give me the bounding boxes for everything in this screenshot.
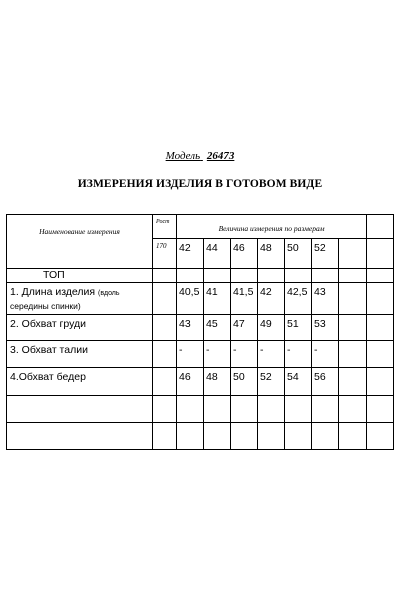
value-cell: 53 (312, 315, 339, 341)
empty-cell (258, 423, 285, 450)
empty-cell (367, 239, 394, 269)
empty-cell (339, 315, 367, 341)
model-line (0, 150, 400, 162)
empty-cell (153, 341, 177, 368)
value-cell: 45 (204, 315, 231, 341)
empty-cell (367, 423, 394, 450)
empty-cell (153, 368, 177, 396)
empty-cell (204, 396, 231, 423)
value-cell: - (204, 341, 231, 368)
value-cell: 43 (177, 315, 204, 341)
empty-row (7, 423, 394, 450)
size-48: 48 (258, 239, 285, 269)
empty-cell (204, 423, 231, 450)
empty-cell (177, 423, 204, 450)
empty-cell (367, 368, 394, 396)
value-cell: 46 (177, 368, 204, 396)
empty-cell (312, 269, 339, 283)
row-name: 3. Обхват талии (7, 341, 153, 368)
empty-row (7, 396, 394, 423)
value-cell: 47 (231, 315, 258, 341)
value-cell: 40,5 (177, 283, 204, 315)
model-number: 26473 (206, 150, 235, 162)
value-cell: 41,5 (231, 283, 258, 315)
empty-cell (339, 341, 367, 368)
size-42: 42 (177, 239, 204, 269)
empty-cell (258, 269, 285, 283)
height-value: 170 (153, 239, 177, 269)
table-row (7, 283, 394, 315)
empty-cell (204, 269, 231, 283)
value-cell: 54 (285, 368, 312, 396)
row-name: 2. Обхват груди (7, 315, 153, 341)
empty-cell (367, 215, 394, 239)
empty-cell (7, 423, 153, 450)
value-cell: - (177, 341, 204, 368)
empty-cell (285, 423, 312, 450)
empty-cell (285, 396, 312, 423)
row-name (7, 283, 153, 315)
empty-cell (339, 423, 367, 450)
table-row (7, 341, 394, 368)
size-44: 44 (204, 239, 231, 269)
value-cell: - (258, 341, 285, 368)
empty-cell (339, 239, 367, 269)
document-title: ИЗМЕРЕНИЯ ИЗДЕЛИЯ В ГОТОВОМ ВИДЕ (77, 178, 323, 190)
header-row (7, 215, 394, 239)
value-cell: 42,5 (285, 283, 312, 315)
value-cell: 41 (204, 283, 231, 315)
measurements-table (6, 214, 394, 450)
value-cell: 50 (231, 368, 258, 396)
empty-cell (339, 396, 367, 423)
empty-cell (367, 315, 394, 341)
value-cell: 48 (204, 368, 231, 396)
empty-cell (177, 396, 204, 423)
size-50: 50 (285, 239, 312, 269)
empty-cell (153, 269, 177, 283)
model-label: Модель (165, 150, 201, 162)
empty-cell (153, 423, 177, 450)
value-cell: 56 (312, 368, 339, 396)
table-row (7, 368, 394, 396)
empty-cell (339, 269, 367, 283)
value-cell: 49 (258, 315, 285, 341)
value-cell: - (312, 341, 339, 368)
empty-cell (339, 368, 367, 396)
value-cell: - (285, 341, 312, 368)
empty-cell (231, 396, 258, 423)
empty-cell (153, 396, 177, 423)
section-label: ТОП (7, 269, 153, 283)
empty-cell (153, 315, 177, 341)
empty-cell (7, 396, 153, 423)
table-row (7, 315, 394, 341)
empty-cell (231, 269, 258, 283)
section-row (7, 269, 394, 283)
size-52: 52 (312, 239, 339, 269)
row-name-text: 1. Длина изделия (10, 286, 96, 298)
empty-cell (153, 283, 177, 315)
empty-cell (258, 396, 285, 423)
empty-cell (177, 269, 204, 283)
empty-cell (312, 396, 339, 423)
size-46: 46 (231, 239, 258, 269)
column-header-height: Рост (153, 215, 177, 239)
row-note-text: вдоль (100, 290, 120, 297)
empty-cell (367, 341, 394, 368)
row-note-text-2: середины спинки) (10, 301, 81, 311)
value-cell: 42 (258, 283, 285, 315)
value-cell: 43 (312, 283, 339, 315)
column-header-size-group: Величина измерения по размерам (177, 215, 367, 239)
empty-cell (231, 423, 258, 450)
empty-cell (367, 269, 394, 283)
empty-cell (367, 283, 394, 315)
value-cell: - (231, 341, 258, 368)
empty-cell (312, 423, 339, 450)
value-cell: 52 (258, 368, 285, 396)
empty-cell (285, 269, 312, 283)
empty-cell (339, 283, 367, 315)
column-header-name: Наименование измерения (7, 215, 153, 269)
row-name: 4.Обхват бедер (7, 368, 153, 396)
empty-cell (367, 396, 394, 423)
value-cell: 51 (285, 315, 312, 341)
row-note-paren: ( (98, 290, 101, 297)
